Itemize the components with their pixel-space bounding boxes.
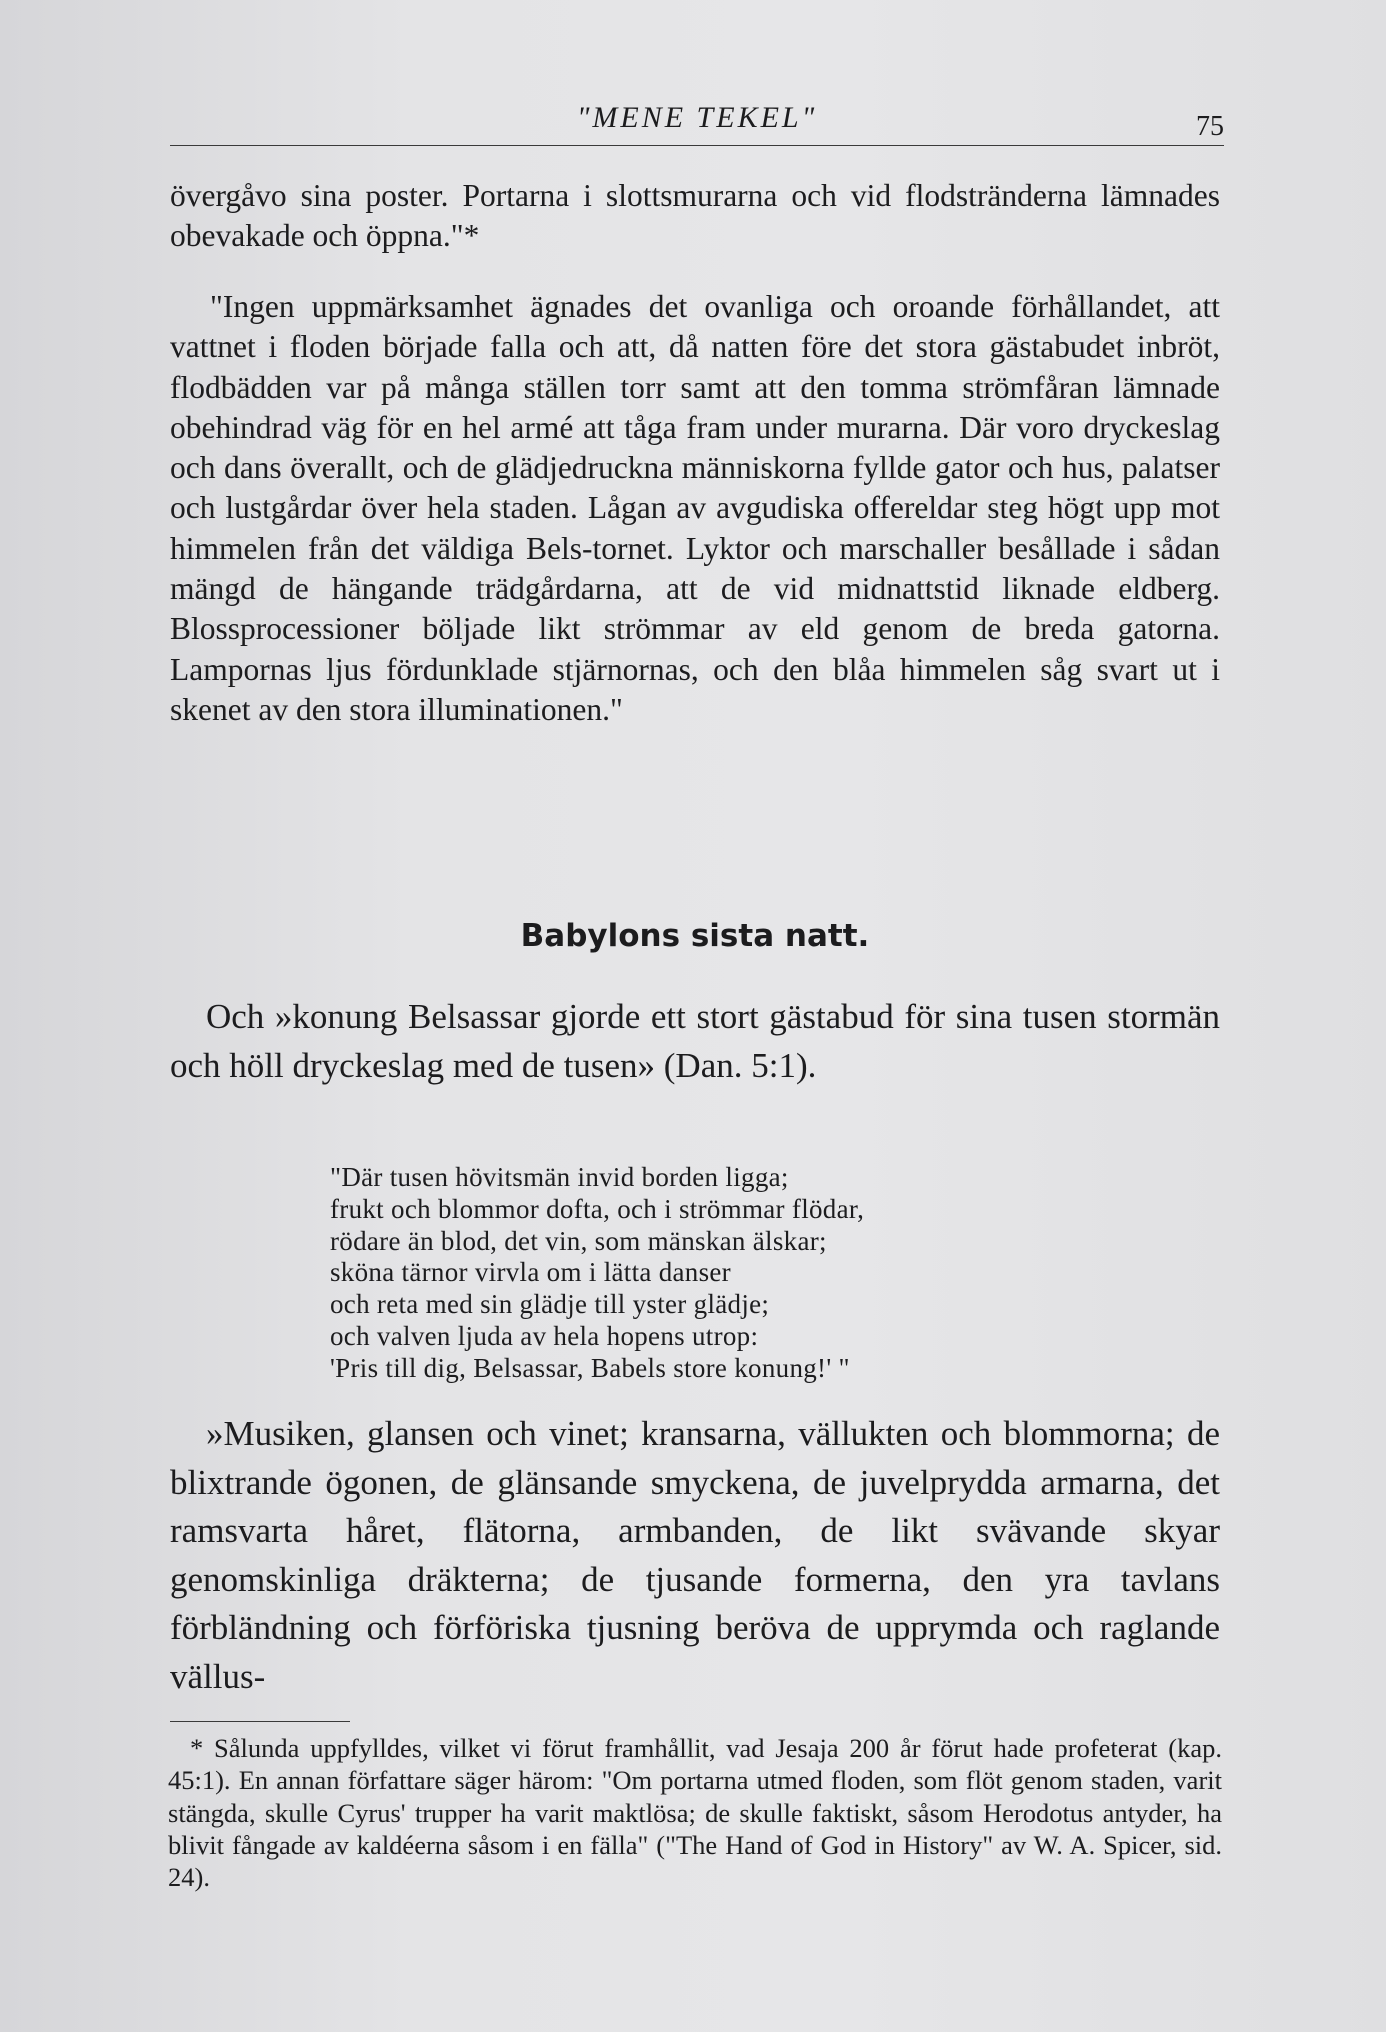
running-title: "MENE TEKEL" xyxy=(576,101,818,134)
poem-line: 'Pris till dig, Belsassar, Babels store konung!' " xyxy=(330,1352,850,1383)
poem-line: sköna tärnor virvla om i lätta danser xyxy=(330,1257,731,1288)
footnote-divider xyxy=(170,1721,350,1722)
footnote: * Sålunda uppfylldes, vilket vi förut framhållit, vad Jesaja 200 år förut hade profeterat (kap. 45:1). En annan författare säger härom: "Om portarna utmed floden, som flöt genom staden, varit stängda, skulle Cyrus' trupper ha varit maktlösa; de skulle faktiskt, såsom Herodotus antyder, ha blivit fångade av kaldéerna såsom i en fälla" ("The Hand of God in History" av W. A. Spicer, sid. 24). xyxy=(168,1733,1222,1893)
poem-line: och reta med sin glädje till yster glädje; xyxy=(330,1289,770,1320)
poem-line: frukt och blommor dofta, och i strömmar flödar, xyxy=(330,1193,865,1224)
poem-line: och valven ljuda av hela hopens utrop: xyxy=(330,1320,759,1351)
poem-line: rödare än blod, det vin, som mänskan älskar; xyxy=(330,1225,827,1256)
page-number: 75 xyxy=(1196,111,1224,142)
paragraph-belsassar-feast: Och »konung Belsassar gjorde ett stort gästabud för sina tusen stormän och höll dryckeslag med de tusen» (Dan. 5:1). xyxy=(170,997,1220,1085)
paragraph-quote-babylon-night: "Ingen uppmärksamhet ägnades det ovanliga och oroande förhållandet, att vattnet i floden började falla och att, då natten före det stora gästabudet inbröt, flodbädden var på många ställen torr samt att den tomma strömfåran lämnade obehindrad väg för en hel armé att tåga fram under murarna. Där voro dryckeslag och dans överallt, och de glädjedruckna människorna fyllde gator och hus, palatser och lustgårdar över hela staden. Lågan av avgudiska offereldar steg högt upp mot himmelen från det väldiga Bels-tornet. Lyktor och marschaller besållade i sådan mängd de hängande trädgårdarna, att de vid midnattstid liknade eldberg. Blossprocessioner böljade likt strömmar av eld genom de breda gatorna. Lampornas ljus fördunklade stjärnornas, och den blåa himmelen såg svart ut i skenet av den stora illuminationen." xyxy=(170,289,1220,727)
poem-line: "Där tusen hövitsmän invid borden ligga; xyxy=(330,1162,789,1192)
section-heading: Babylons sista natt. xyxy=(520,918,870,954)
running-header xyxy=(170,95,1224,146)
poem-quotation xyxy=(330,1162,864,1385)
paragraph-continuation: övergåvo sina poster. Portarna i slottsmurarna och vid flodstränderna lämnades obevakade och öppna."* xyxy=(170,178,1220,253)
paragraph-music-splendor: »Musiken, glansen och vinet; kransarna, vällukten och blommorna; de blixtrande ögonen, de glänsande smyckena, de juvelprydda armarna, det ramsvarta håret, flätorna, armbanden, de likt svävande skyar genomskinliga dräkterna; de tjusande formerna, den yra tavlans förbländning och förföriska tjusning beröva de upprymda och raglande vällus- xyxy=(170,1414,1220,1696)
